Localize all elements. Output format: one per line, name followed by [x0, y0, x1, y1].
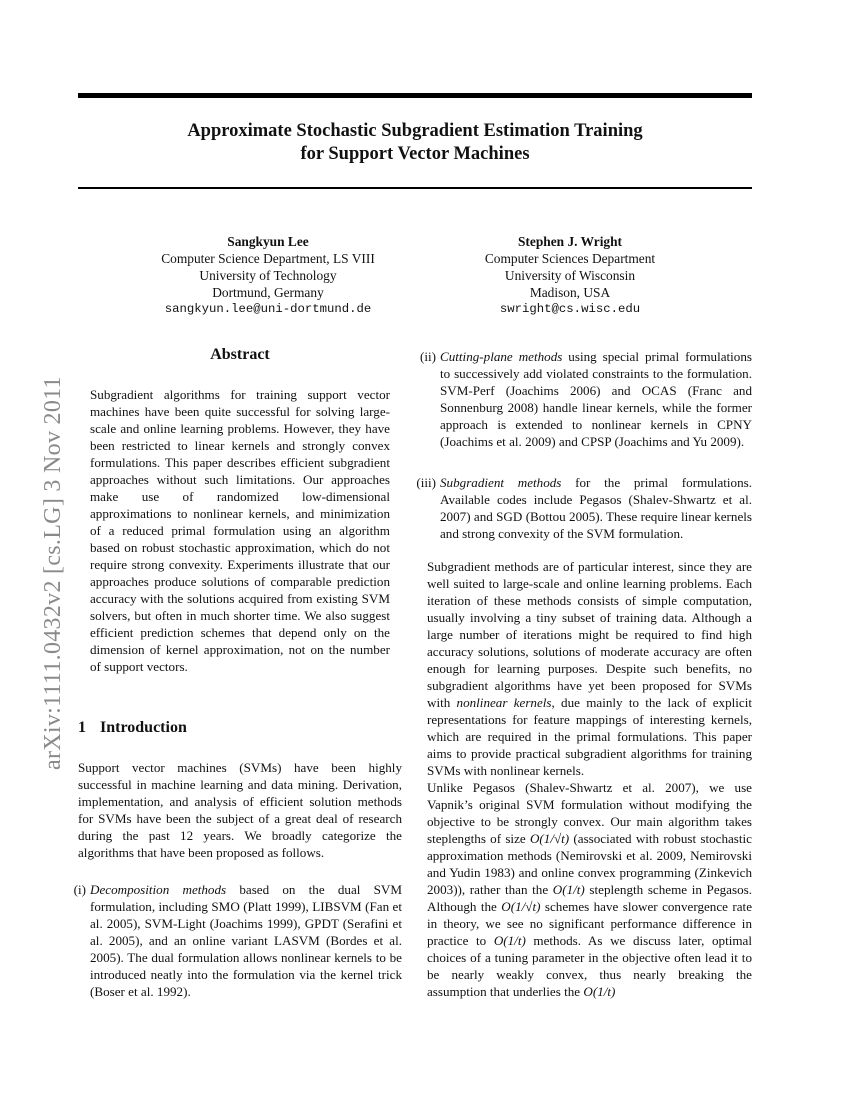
- text-run: , due mainly to the lack of explicit representations for feature mappings of interesting kernels, which are required in the primal formulations. This paper aims to provide practical subgradient algorithms for training SVMs with nonlinear kernels.: [427, 695, 752, 778]
- section-title: Introduction: [100, 719, 187, 736]
- author-location: Dortmund, Germany: [212, 285, 324, 300]
- body-paragraph: [427, 779, 752, 1000]
- author-dept: Computer Sciences Department: [484, 251, 656, 266]
- text-run: Subgradient methods are of particular interest, since they are well suited to large-scale and online learning problems. Each iteration of these methods consists of simple computation, usually involving a tiny subset of training data. Although a large number of iterations might be required to find high accuracy solutions, solutions of moderate accuracy are often enough for learning purposes. Despite such benefits, no subgradient algorithms have yet been proposed for SVMs with: [427, 559, 752, 710]
- math-inline: O(1/t): [493, 933, 526, 948]
- list-item: [420, 348, 752, 450]
- author-name: Sangkyun Lee: [227, 234, 309, 249]
- math-inline: O(1/t): [552, 882, 585, 897]
- text-run: schemes have slower convergence rate in theory, we see no significant performance difference in practice to: [427, 899, 753, 948]
- math-inline: O(1/√t): [529, 831, 570, 846]
- list-text: for the primal formulations. Available codes include Pegasos (Shalev-Shwartz et al. 2007) and SGD (Bottou 2005). These require linear kernels and strong convexity of the SVM formulation.: [440, 475, 752, 541]
- text-run: methods. As we discuss later, optimal choices of a tuning parameter in the objective often lead it to be nearly weakly convex, thus nearly breaking the assumption that underlies the: [427, 933, 752, 999]
- author-dept: Computer Science Department, LS VIII: [161, 251, 375, 266]
- author-block-1: [128, 233, 408, 318]
- list-label: (iii): [416, 475, 436, 490]
- text-run: Unlike Pegasos (Shalev-Shwartz et al. 2007), we use Vapnik’s original SVM formulation without modifying the objective to be strongly convex. Our main algorithm takes steplengths of size: [427, 780, 752, 846]
- arxiv-side-label: [20, 280, 66, 770]
- emphasis: nonlinear kernels: [456, 695, 552, 710]
- body-paragraph: [427, 558, 752, 779]
- title-line-2: for Support Vector Machines: [300, 144, 530, 164]
- author-univ: University of Wisconsin: [504, 268, 636, 283]
- list-term: Subgradient methods: [440, 475, 562, 490]
- section-heading: [78, 719, 187, 737]
- arxiv-identifier: arXiv:1111.0432v2 [cs.LG] 3 Nov 2011: [40, 376, 66, 770]
- list-label: (i): [73, 882, 86, 897]
- abstract-heading: Abstract: [210, 346, 270, 363]
- author-email: swright@cs.wisc.edu: [499, 302, 641, 316]
- author-block-2: [425, 233, 715, 318]
- author-email: sangkyun.lee@uni-dortmund.de: [164, 302, 372, 316]
- abstract-text: Subgradient algorithms for training support vector machines have been quite successful for solving large-scale and online learning problems. However, they have been restricted to linear kernels and strongly convex formulations. This paper describes efficient subgradient approaches without such limitations. Our approaches make use of randomized low-dimensional approximations to nonlinear kernels, and minimization of a reduced primal formulation using an algorithm based on robust stochastic approximation, which do not require strong convexity. Experiments illustrate that our approaches produce solutions of comparable prediction accuracy with the solutions acquired from existing SVM solvers, but often in much shorter time. We also suggest efficient prediction schemes that depend only on the dimension of kernel approximation, not on the number of support vectors.: [90, 387, 390, 674]
- math-inline: O(1/√t): [501, 899, 541, 914]
- list-item: [73, 881, 402, 1000]
- author-name: Stephen J. Wright: [517, 234, 623, 249]
- text-run: (associated with robust stochastic approximation methods (Nemirovski et al. 2009, Nemirovski and Yudin 1983) and online convex programming (Zinkevich 2003)), rather than the: [427, 831, 752, 897]
- top-rule: [78, 93, 752, 98]
- author-location: Madison, USA: [529, 285, 611, 300]
- list-label: (ii): [420, 349, 436, 364]
- list-term: Decomposition methods: [90, 882, 227, 897]
- paper-title: [78, 120, 752, 166]
- section-number: 1: [78, 719, 86, 736]
- title-rule: [78, 187, 752, 189]
- list-text: using special primal formulations to successively add violated constraints to the formulation. SVM-Perf (Joachims 2006) and OCAS (Franc and Sonnenburg 2008) handle linear kernels, while the former approach is extended to nonlinear kernels in CPNY (Joachims et al. 2009) and CPSP (Joachims and Yu 2009).: [440, 349, 752, 449]
- list-text: based on the dual SVM formulation, including SMO (Platt 1999), LIBSVM (Fan et al. 2005), SVM-Light (Joachims 1999), GPDT (Serafini et al. 2005), and an online variant LASVM (Bordes et al. 2005). The dual formulation allows nonlinear kernels to be introduced neatly into the formulation via the kernel trick (Boser et al. 1992).: [90, 882, 402, 999]
- intro-paragraph: Support vector machines (SVMs) have been highly successful in machine learning and data mining. Derivation, implementation, and analysis of efficient solution methods for SVMs have been the subject of a great deal of research during the past 12 years. We broadly categorize the algorithms that have been proposed as follows.: [78, 760, 402, 860]
- title-line-1: Approximate Stochastic Subgradient Estimation Training: [187, 121, 643, 141]
- text-run: steplength scheme in Pegasos. Although the: [427, 882, 753, 914]
- list-term: Cutting-plane methods: [440, 349, 563, 364]
- list-item: [416, 474, 752, 542]
- author-univ: University of Technology: [199, 268, 337, 283]
- math-inline: O(1/t): [583, 984, 616, 999]
